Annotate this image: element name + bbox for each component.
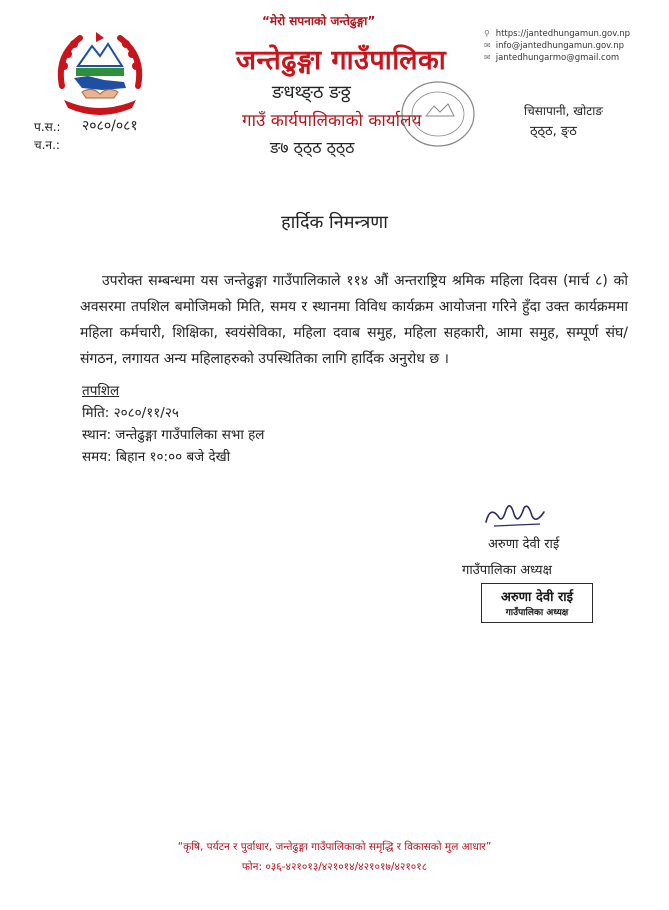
details-block bbox=[82, 380, 264, 468]
letter-heading: हार्दिक निमन्त्रणा bbox=[281, 212, 388, 233]
address-line-2: ठ्ठ्ठ, ङ्ठ bbox=[530, 124, 577, 139]
event-date: मिति: २०८०/११/२५ bbox=[82, 405, 179, 421]
signer-name: अरुणा देवी राई bbox=[488, 537, 560, 552]
event-time: समय: बिहान १०:०० बजे देखी bbox=[82, 449, 231, 465]
office-name-secondary: ङ७ ठ्ठ्ठ ठ्ठ्ठ bbox=[270, 138, 355, 157]
address-line-1: चिसापानी, खोटाङ bbox=[524, 104, 603, 118]
stamp-name: अरुणा देवी राई bbox=[500, 590, 574, 605]
email-office-link[interactable]: info@jantedhungamun.gov.np bbox=[495, 41, 625, 51]
office-seal-icon bbox=[398, 78, 478, 150]
office-name: गाउँ कार्यपालिकाको कार्यालय bbox=[242, 111, 422, 131]
contact-block bbox=[484, 28, 630, 64]
nepal-emblem-icon bbox=[52, 26, 148, 118]
cn-label: च.न.: bbox=[34, 138, 60, 152]
ps-label: प.स.: bbox=[34, 120, 61, 134]
envelope-icon: ✉ bbox=[484, 53, 491, 62]
email-personal-link[interactable]: jantedhungarmo@gmail.com bbox=[495, 53, 620, 63]
website-row bbox=[484, 28, 630, 40]
org-name-secondary: ङधथ्ङ्ठ ङठ्ठ bbox=[272, 82, 351, 103]
ps-value: २०८०/०८१ bbox=[82, 118, 138, 134]
email-personal-row bbox=[484, 52, 630, 64]
website-link[interactable]: https://jantedhungamun.gov.np bbox=[495, 29, 631, 39]
footer-motto: “कृषि, पर्यटन र पुर्वाधार, जन्तेढुङ्गा गाउँपालिकाको समृद्धि र विकासको मुल आधार” bbox=[177, 841, 492, 853]
envelope-icon: ✉ bbox=[484, 41, 491, 50]
footer-phone: फोन: ०३६-४२१०१३/४२१०१४/४२१०१७/४२१०१८ bbox=[241, 861, 428, 873]
letterhead-motto: “मेरो सपनाको जन्तेढुङ्गा” bbox=[262, 14, 376, 28]
signer-title: गाउँपालिका अध्यक्ष bbox=[462, 563, 552, 578]
email-office-row bbox=[484, 40, 630, 52]
globe-icon: ⚲ bbox=[484, 29, 490, 38]
letter-body: उपरोक्त सम्बन्धमा यस जन्तेढुङ्गा गाउँपालिकाले ११४ औं अन्तराष्ट्रिय श्रमिक महिला दिवस (मार्च ८) को अवसरमा तपशिल बमोजिमको मिति, समय र स्थानमा विविध कार्यक्रम आयोजना गरिने हुँदा उक्त कार्यक्रममा महिला कर्मचारी, शिक्षिका, स्वयंसेविका, महिला दवाब समुह, महिला सहकारी, आमा समुह, सम्पूर्ण संघ/संगठन, लगायत अन्य महिलाहरुको उपस्थितिका लागि हार्दिक अनुरोध छ । bbox=[80, 273, 628, 367]
org-name: जन्तेढुङ्गा गाउँपालिका bbox=[236, 45, 447, 76]
stamp-title: गाउँपालिका अध्यक्ष bbox=[505, 608, 569, 618]
event-venue: स्थान: जन्तेढुङ्गा गाउँपालिका सभा हल bbox=[82, 427, 265, 443]
signature-stamp bbox=[481, 583, 593, 623]
details-heading: तपशिल bbox=[82, 383, 120, 399]
handwritten-signature-icon bbox=[480, 496, 550, 532]
